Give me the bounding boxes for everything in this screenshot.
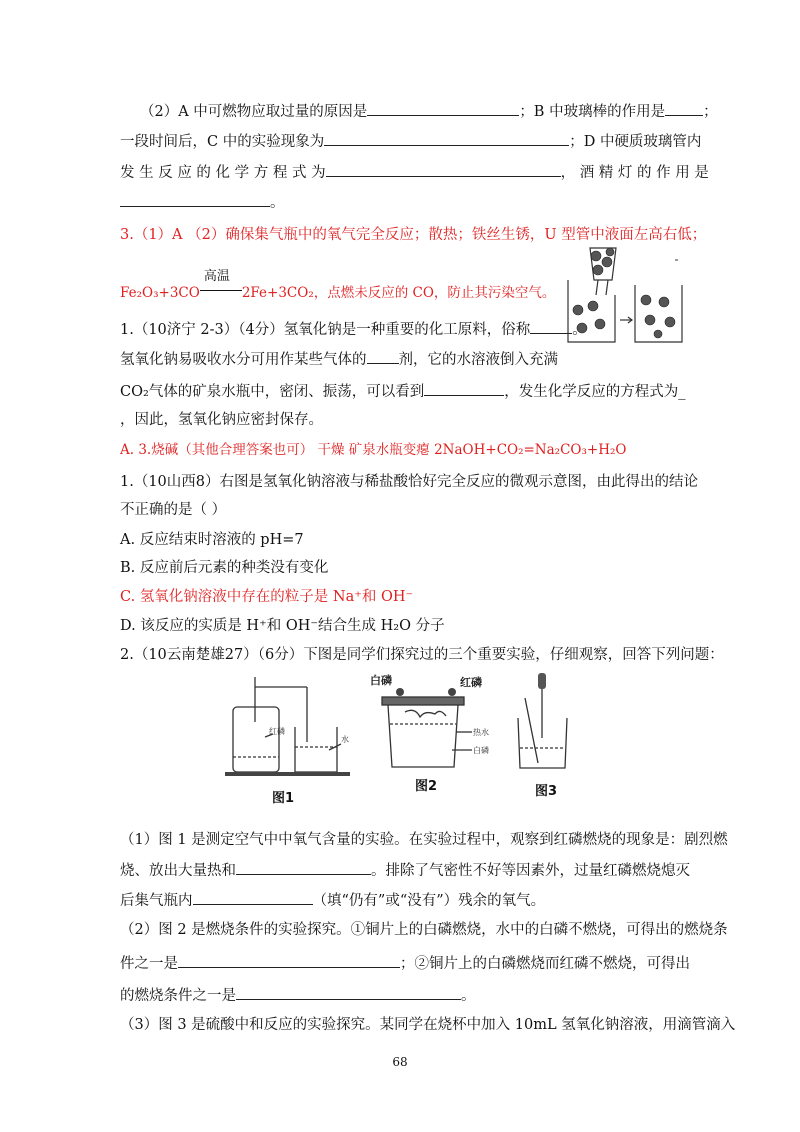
text: 1.（10济宁 2-3）（4分）氢氧化钠是一种重要的化工原料，俗称 <box>120 322 531 338</box>
answer-blank[interactable] <box>367 101 519 116</box>
answer-blank[interactable] <box>193 890 313 905</box>
text: ， 酒 精 灯 的 作 用 是 <box>560 165 709 181</box>
eq-left: Fe₂O₃+3CO <box>120 285 200 301</box>
text: （2）A 中可燃物应取过量的原因是 <box>140 104 368 120</box>
question-line <box>120 860 690 881</box>
label-water: 水 <box>341 735 349 744</box>
option-d: D. 该反应的实质是 H⁺和 OH⁻结合生成 H₂O 分子 <box>120 618 445 634</box>
question-line: （1）图 1 是测定空气中中氧气含量的实验。在实验过程中，观察到红磷燃烧的现象是：剧烈燃 <box>120 832 728 848</box>
label-red-phosphorus: 红磷 <box>460 676 482 689</box>
question-line: （3）图 3 是硫酸中和反应的实验探究。某同学在烧杯中加入 10mL 氢氧化钠溶液，用滴管滴入 <box>120 1017 736 1033</box>
figure-2-apparatus <box>360 672 505 777</box>
text: ；②铜片上的白磷燃烧而红磷不燃烧，可得出 <box>400 956 690 972</box>
label-white-phosphorus-water: 白磷 <box>473 746 489 755</box>
question-line <box>140 101 718 122</box>
page-number: 68 <box>392 1055 408 1069</box>
eq-right: 2Fe+3CO₂，点燃未反应的 CO，防止其污染空气。 <box>241 285 556 301</box>
text: 后集气瓶内 <box>120 893 193 909</box>
figure-3-apparatus <box>510 668 580 778</box>
figure-1-caption: 图1 <box>272 791 295 806</box>
question-line: 不正确的是（ ） <box>120 502 227 518</box>
answer-blank[interactable] <box>236 860 371 875</box>
option-a: A. 反应结束时溶液的 pH=7 <box>120 532 304 548</box>
answer-blank[interactable] <box>367 349 399 364</box>
question-line <box>120 349 558 370</box>
figure-3-caption: 图3 <box>535 784 558 799</box>
text: 的燃烧条件之一是 <box>120 988 236 1004</box>
question-line <box>120 890 545 911</box>
question-line <box>120 985 476 1006</box>
answer-blank[interactable] <box>324 131 569 146</box>
question-line: 1.（10山西8）右图是氢氧化钠溶液与稀盐酸恰好完全反应的微观示意图，由此得出的结论 <box>120 474 699 490</box>
question-line <box>120 381 686 402</box>
text: _ <box>678 384 686 400</box>
question-line <box>120 162 709 183</box>
text: ，发生化学反应的方程式为 <box>504 384 679 400</box>
text: 发 生 反 应 的 化 学 方 程 式 为 <box>120 165 326 181</box>
question-line: （2）图 2 是燃烧条件的实验探究。①铜片上的白磷燃烧，水中的白磷不燃烧，可得出的燃烧条 <box>120 922 728 938</box>
text: 。 <box>270 195 285 211</box>
text: ；B 中玻璃棒的作用是 <box>519 104 666 120</box>
figure-2-caption: 图2 <box>415 779 438 794</box>
text: （填“仍有”或“没有”）残余的氧气。 <box>312 893 546 909</box>
option-b: B. 反应前后元素的种类没有变化 <box>120 560 329 576</box>
option-c: C. 氢氧化钠溶液中存在的粒子是 Na⁺和 OH⁻ <box>120 589 414 605</box>
text: CO₂气体的矿泉水瓶中，密闭、振荡，可以看到 <box>120 384 425 400</box>
question-line <box>120 192 285 213</box>
label-red-phosphorus: 红磷 <box>269 727 285 736</box>
equation-line <box>120 269 556 303</box>
label-hot-water: 热水 <box>473 728 489 737</box>
question-line: 2.（10云南楚雄27）（6分）下图是同学们探究过的三个重要实验，仔细观察，回答下列问题： <box>120 647 724 663</box>
text: 烧、放出大量热和 <box>120 863 236 879</box>
text: 氢氧化钠易吸收水分可用作某些气体的 <box>120 352 367 368</box>
text: 。排除了气密性不好等因素外，过量红磷燃烧熄灭 <box>371 863 690 879</box>
answer-blank[interactable] <box>665 101 703 116</box>
question-line: ，因此，氢氧化钠应密封保存。 <box>120 412 323 428</box>
reaction-arrow <box>200 269 242 303</box>
answer-blank[interactable] <box>236 985 461 1000</box>
question-line <box>120 131 701 152</box>
text: 。 <box>461 988 476 1004</box>
question-line <box>120 319 587 340</box>
answer-blank[interactable] <box>326 162 561 177</box>
text: 剂，它的水溶液倒入充满 <box>398 352 558 368</box>
text: 件之一是 <box>120 956 178 972</box>
reaction-condition: 高温 <box>203 269 230 284</box>
figure-1-apparatus <box>225 672 355 782</box>
answer-blank[interactable] <box>530 319 572 334</box>
question-line <box>120 953 690 974</box>
answer-blank[interactable] <box>120 192 270 207</box>
text: ；D 中硬质玻璃管内 <box>569 134 702 150</box>
text: 。 <box>572 322 587 338</box>
text: 一段时间后，C 中的实验现象为 <box>120 134 325 150</box>
answer-blank[interactable] <box>424 381 504 396</box>
answer-text: 3.（1）A （2）确保集气瓶中的氧气完全反应；散热；铁丝生锈，U 型管中液面左高右低； <box>120 227 707 243</box>
label-white-phosphorus: 白磷 <box>370 674 392 687</box>
answer-blank[interactable] <box>178 953 400 968</box>
text: ； <box>703 104 718 120</box>
answer-text: A. 3.烧碱（其他合理答案也可） 干燥 矿泉水瓶变瘪 2NaOH+CO₂=Na₂CO₃+H₂O <box>120 442 627 458</box>
